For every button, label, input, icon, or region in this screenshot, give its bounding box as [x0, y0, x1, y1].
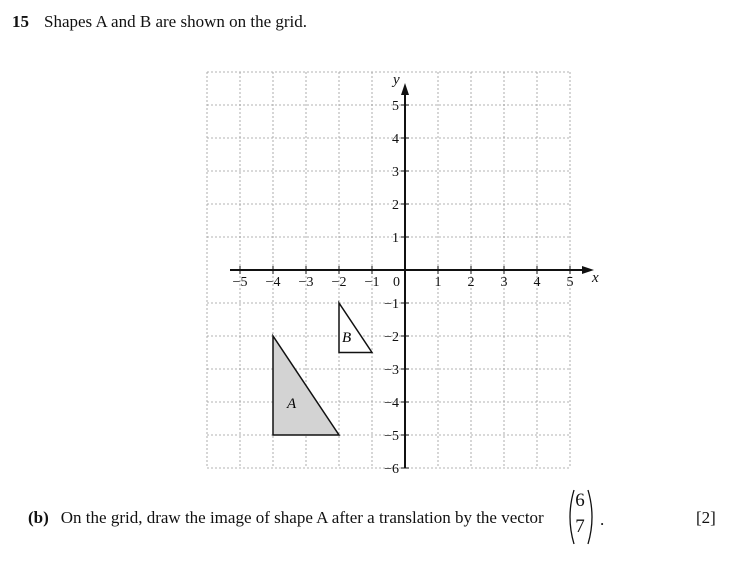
x-tick-label: −4 [265, 275, 281, 290]
vector-bottom-value: 7 [575, 516, 585, 537]
x-tick-label: −1 [364, 275, 380, 290]
x-tick-label: 1 [434, 275, 442, 290]
shape-b-label: B [342, 330, 352, 346]
shape-a-label: A [287, 396, 297, 412]
x-axis-label: x [592, 270, 599, 286]
x-tick-label: 3 [500, 275, 508, 290]
x-tick-label: 5 [566, 275, 574, 290]
y-tick-label: −6 [384, 462, 399, 477]
part-b-label: (b) [28, 508, 49, 527]
y-axis-arrow [401, 83, 409, 95]
x-tick-label: 4 [533, 275, 541, 290]
y-axis-label: y [393, 72, 400, 88]
y-tick-label: −5 [384, 429, 399, 444]
y-tick-label: 1 [392, 231, 399, 246]
y-tick-label: 3 [392, 165, 399, 180]
question-number: 15 [12, 12, 29, 31]
y-tick-label: −2 [384, 330, 399, 345]
part-b-text: On the grid, draw the image of shape A after a translation by the vector [60, 508, 544, 527]
y-tick-label: −4 [384, 396, 399, 411]
translation-vector [567, 488, 597, 546]
shape-a [273, 336, 339, 435]
y-tick-label: 4 [392, 132, 399, 147]
origin-label: 0 [393, 275, 400, 290]
y-tick-label: −1 [384, 297, 399, 312]
x-tick-label: 2 [467, 275, 475, 290]
question-text: Shapes A and B are shown on the grid. [44, 12, 307, 31]
y-tick-label: 2 [392, 198, 399, 213]
sentence-period: . [600, 510, 605, 529]
vector-top-value: 6 [575, 490, 585, 511]
part-b [28, 508, 544, 528]
x-tick-label: −5 [232, 275, 248, 290]
marks-label: [2] [696, 508, 716, 527]
x-tick-label: −3 [298, 275, 314, 290]
y-tick-label: 5 [392, 99, 399, 114]
y-tick-label: −3 [384, 363, 399, 378]
shapes-layer [273, 303, 372, 435]
x-tick-label: −2 [331, 275, 347, 290]
